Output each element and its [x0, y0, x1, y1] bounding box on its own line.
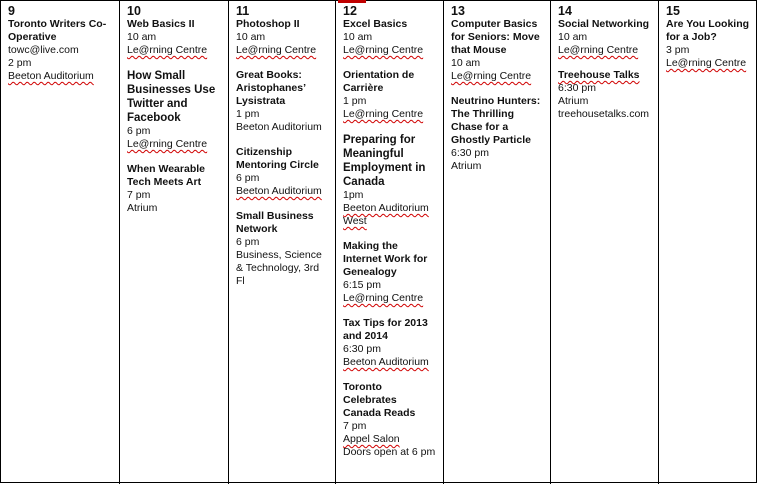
- event-time: 6:30 pm: [343, 343, 381, 355]
- event-time: 1pm: [343, 189, 364, 201]
- day-number: 9: [8, 4, 15, 18]
- day-column-13: [443, 1, 550, 484]
- event-photoshop: [236, 18, 329, 57]
- day-number: 13: [451, 4, 465, 18]
- event-place: Le@rning Centre: [127, 44, 208, 56]
- event-time: 6 pm: [236, 172, 260, 184]
- event-place: Le@rning Centre: [343, 292, 424, 304]
- event-treehouse-talks: [558, 69, 652, 121]
- event-time: 3 pm: [666, 44, 690, 56]
- event-place: Le@rning Centre: [127, 138, 208, 150]
- event-place: Appel Salon: [343, 433, 400, 445]
- event-wearable-tech: [127, 163, 222, 215]
- event-place: Beeton Auditorium: [236, 121, 322, 133]
- event-time: 10 am: [127, 31, 157, 43]
- event-title: Small Business Network: [236, 210, 314, 235]
- event-canada-reads: [343, 381, 437, 459]
- red-highlight-mark: [338, 0, 366, 3]
- event-place: Atrium: [127, 202, 158, 214]
- event-title: Computer Basics for Seniors: Move that Mouse: [451, 18, 540, 56]
- event-title: Are You Looking for a Job?: [666, 18, 750, 43]
- event-title: Orientation de Carrière: [343, 69, 415, 94]
- event-email: towc@live.com: [8, 44, 79, 56]
- event-web-basics: [127, 18, 222, 57]
- event-time: 6 pm: [127, 125, 151, 137]
- event-title: Citizenship Mentoring Circle: [236, 146, 319, 171]
- event-website: treehousetalks.com: [558, 108, 650, 120]
- event-note: Doors open at 6 pm: [343, 446, 436, 458]
- event-place: Atrium: [558, 95, 589, 107]
- day-number: 11: [236, 4, 250, 18]
- event-title: Preparing for Meaningful Employment in Canada: [343, 134, 426, 188]
- event-time: 2 pm: [8, 57, 32, 69]
- day-number: 12: [343, 4, 357, 18]
- event-job-search: [666, 18, 752, 70]
- event-time: 6:30 pm: [451, 147, 489, 159]
- event-place: Le@rning Centre: [451, 70, 532, 82]
- event-title: When Wearable Tech Meets Art: [127, 163, 205, 188]
- event-time: 10 am: [451, 57, 481, 69]
- event-title: Toronto Celebrates Canada Reads: [343, 381, 416, 419]
- day-column-9: [1, 1, 119, 484]
- event-place: Le@rning Centre: [558, 44, 639, 56]
- event-time: 1 pm: [343, 95, 367, 107]
- event-time: 10 am: [343, 31, 373, 43]
- event-great-books: [236, 69, 329, 134]
- event-title: Social Networking: [558, 18, 650, 30]
- event-place: Beeton Auditorium: [343, 356, 429, 368]
- event-citizenship-circle: [236, 146, 329, 198]
- event-toronto-writers: [8, 18, 113, 83]
- event-title: Excel Basics: [343, 18, 408, 30]
- event-time: 10 am: [236, 31, 266, 43]
- day-column-10: [119, 1, 228, 484]
- event-title: Tax Tips for 2013 and 2014: [343, 317, 428, 342]
- day-number: 15: [666, 4, 680, 18]
- day-number: 10: [127, 4, 141, 18]
- event-neutrino-hunters: [451, 95, 544, 173]
- event-small-business-network: [236, 210, 329, 288]
- event-time: 1 pm: [236, 108, 260, 120]
- event-title: Great Books: Aristophanes’ Lysistrata: [236, 69, 306, 107]
- event-meaningful-employment: [343, 133, 437, 228]
- event-place: Business, Science & Technology, 3rd Fl: [236, 249, 322, 287]
- event-place: Le@rning Centre: [343, 108, 424, 120]
- event-tax-tips: [343, 317, 437, 369]
- event-title: How Small Businesses Use Twitter and Facebook: [127, 70, 216, 124]
- event-title: Neutrino Hunters: The Thrilling Chase for a Ghostly Particle: [451, 95, 541, 146]
- event-internet-genealogy: [343, 240, 437, 305]
- event-title: Toronto Writers Co-Operative: [8, 18, 107, 43]
- event-title: Photoshop II: [236, 18, 300, 30]
- event-title: Web Basics II: [127, 18, 195, 30]
- event-excel-basics: [343, 18, 437, 57]
- event-place: Le@rning Centre: [343, 44, 424, 56]
- event-title: Treehouse Talks: [558, 69, 640, 81]
- event-time: 7 pm: [127, 189, 151, 201]
- event-title: Making the Internet Work for Genealogy: [343, 240, 428, 278]
- event-place: Beeton Auditorium: [8, 70, 94, 82]
- day-column-12: [335, 1, 443, 484]
- event-place: Beeton Auditorium West: [343, 202, 429, 227]
- event-computer-basics-seniors: [451, 18, 544, 83]
- event-time: 7 pm: [343, 420, 367, 432]
- event-place: Le@rning Centre: [666, 57, 747, 69]
- event-time: 6 pm: [236, 236, 260, 248]
- event-place: Le@rning Centre: [236, 44, 317, 56]
- event-social-networking: [558, 18, 652, 57]
- event-orientation-carriere: [343, 69, 437, 121]
- event-time: 6:30 pm: [558, 82, 596, 94]
- event-time: 10 am: [558, 31, 588, 43]
- day-column-14: [550, 1, 658, 484]
- day-column-15: [658, 1, 758, 484]
- day-column-11: [228, 1, 335, 484]
- event-time: 6:15 pm: [343, 279, 381, 291]
- event-place: Atrium: [451, 160, 482, 172]
- day-number: 14: [558, 4, 572, 18]
- event-place: Beeton Auditorium: [236, 185, 322, 197]
- event-small-businesses-twitter: [127, 69, 222, 151]
